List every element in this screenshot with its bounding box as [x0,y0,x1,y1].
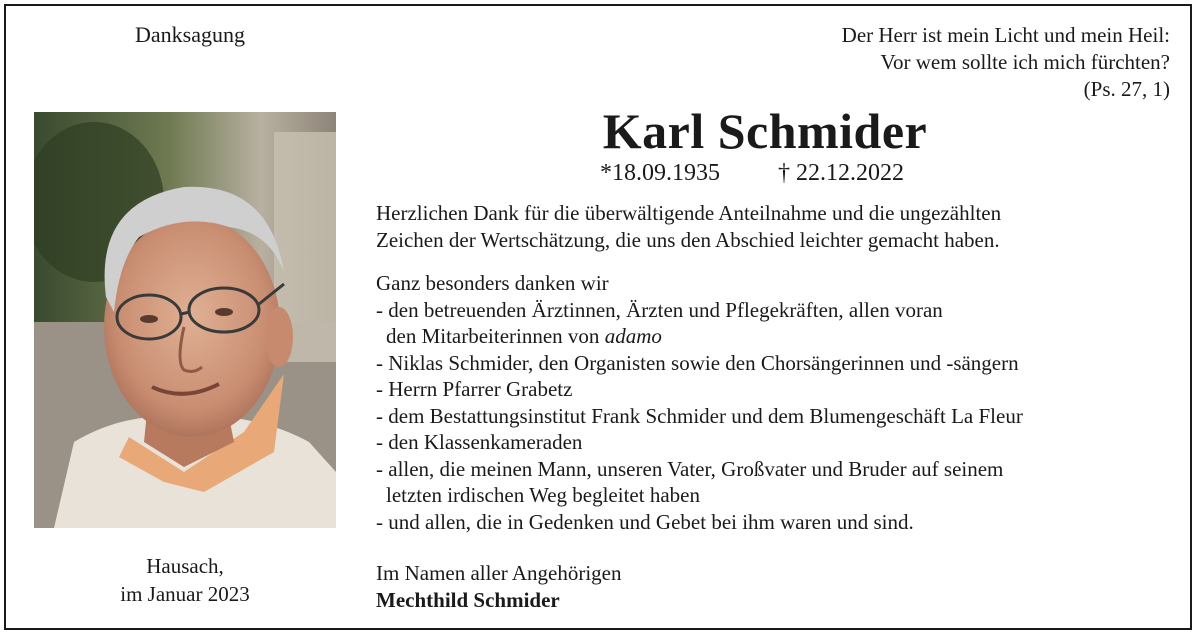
psalm-quote [842,22,1170,103]
thanks-item-2: - Niklas Schmider, den Organisten sowie den Chorsängerinnen und -sängern [376,350,1019,375]
thanks-item-1-continued [376,323,1176,350]
signer-name: Mechthild Schmider [376,588,560,612]
psalm-reference: (Ps. 27, 1) [1083,77,1170,101]
death-date: † 22.12.2022 [778,160,904,186]
place-city: Hausach, [146,554,224,578]
thanks-item-3: - Herrn Pfarrer Grabetz [376,377,573,401]
place-month: im Januar 2023 [120,582,250,606]
signature-line: Im Namen aller Angehörigen [376,561,622,585]
portrait-image [34,112,336,528]
thanks-item-6-continued: letzten irdischen Weg begleitet haben [386,483,700,507]
page-title: Danksagung [135,22,245,47]
portrait-photo [34,112,336,528]
thanks-lead: Ganz besonders danken wir [376,271,609,295]
thanks-item-5: - den Klassenkameraden [376,430,583,454]
intro-line-2: Zeichen der Wertschätzung, die uns den Abschied leichter gemacht haben. [376,227,1000,252]
thanks-item-4: - dem Bestattungsinstitut Frank Schmider und dem Blumengeschäft La Fleur [376,403,1023,428]
thanks-text [376,200,1176,535]
psalm-line-2: Vor wem sollte ich mich fürchten? [880,50,1170,74]
thanks-item-1-italic: adamo [604,324,662,348]
birth-date: *18.09.1935 [600,160,720,186]
thanks-item-1-text: den Mitarbeiterinnen von [386,324,605,348]
thanks-item-7: - und allen, die in Gedenken und Gebet bei ihm waren und sind. [376,509,914,534]
deceased-name: Karl Schmider [602,103,928,159]
signature-block [376,560,622,614]
place-date [34,552,336,608]
thanks-item-1: - den betreuenden Ärztinnen, Ärzten und Pflegekräften, allen voran [376,297,943,322]
life-dates [600,160,904,187]
thanks-item-6: - allen, die meinen Mann, unseren Vater, Großvater und Bruder auf seinem [376,456,1004,481]
intro-line-1: Herzlichen Dank für die überwältigende Anteilnahme und die ungezählten [376,201,1002,225]
psalm-line-1: Der Herr ist mein Licht und mein Heil: [841,23,1170,47]
